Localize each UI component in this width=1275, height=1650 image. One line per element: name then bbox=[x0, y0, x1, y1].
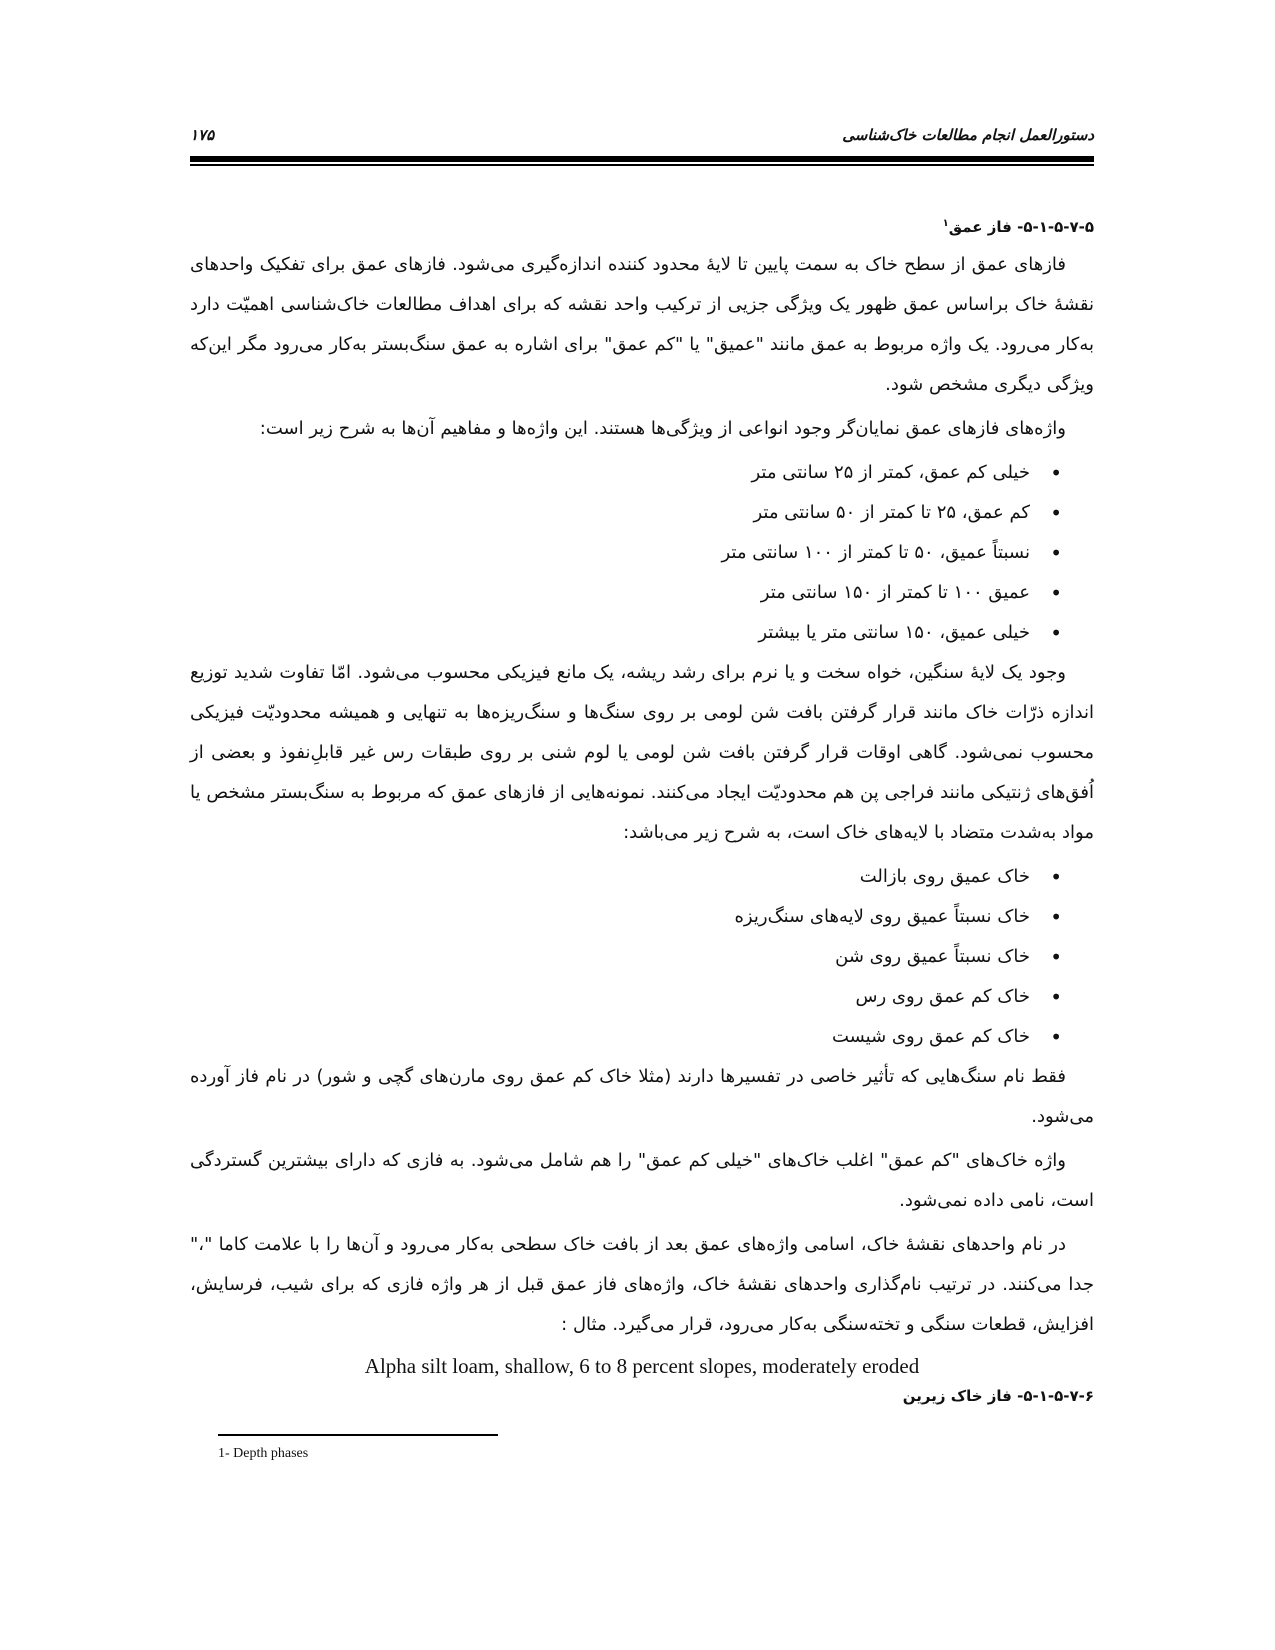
next-section-heading: ۵-۱-۵-۷-۶- فاز خاک زیرین bbox=[902, 1387, 1094, 1405]
list-item: • خیلی عمیق، ۱۵۰ سانتی متر یا بیشتر bbox=[190, 613, 1062, 653]
section-heading-text: ۵-۱-۵-۷-۵- فاز عمق bbox=[948, 218, 1094, 236]
header-rule-thick bbox=[190, 156, 1094, 162]
paragraph: واژه‌های فازهای عمق نمایان‌گر وجود انواعی از ویژگی‌ها هستند. این واژه‌ها و مفاهیم آن‌ها به شرح زیر است: bbox=[259, 418, 1066, 439]
paragraph: در نام واحدهای نقشۀ خاک، اسامی واژه‌های عمق بعد از بافت خاک سطحی به‌کار می‌رود و آن‌ها را با علامت کاما "،" جدا می‌کنند. در ترتیب نام‌گذاری واحدهای نقشۀ خاک، واژه‌های فاز عمق قبل از هر واژه فازی که برای شیب، فرسایش، افزایش، قطعات سنگی و تخته‌سنگی به‌کار می‌رود، قرار می‌گیرد. مثال : bbox=[190, 1234, 1094, 1335]
example-latin: Alpha silt loam, shallow, 6 to 8 percent slopes, moderately eroded bbox=[364, 1354, 920, 1378]
list-item: • نسبتاً عمیق، ۵۰ تا کمتر از ۱۰۰ سانتی متر bbox=[190, 533, 1062, 573]
footnote-rule bbox=[218, 1434, 498, 1436]
paragraph: فازهای عمق از سطح خاک به سمت پایین تا لایۀ محدود کننده اندازه‌گیری می‌شود. فازهای عمق برای تفکیک واحدهای نقشۀ خاک براساس عمق ظهور یک ویژگی جزیی از ترکیب واحد نقشه که برای اهداف مطالعات خاک‌شناسی اهمیّت دارد به‌کار می‌رود. یک واژه مربوط به عمق مانند "عمیق" یا "کم عمق" برای اشاره به عمق سنگ‌بستر به‌کار می‌رود مگر این‌که ویژگی دیگری مشخص شود. bbox=[190, 254, 1094, 395]
list-item: • خیلی کم عمق، کمتر از ۲۵ سانتی متر bbox=[190, 453, 1062, 493]
paragraph: وجود یک لایۀ سنگین، خواه سخت و یا نرم برای رشد ریشه، یک مانع فیزیکی محسوب می‌شود. امّا تفاوت شدید توزیع اندازه ذرّات خاک مانند قرار گرفتن بافت شن لومی بر روی سنگ‌ها و سنگ‌ریزه‌ها به تنهایی و همیشه محدودیّت فیزیکی محسوب نمی‌شود. گاهی اوقات قرار گرفتن بافت شن لومی یا لوم شنی بر روی طبقات رس غیر قابلِ‌نفوذ و بعضی از اُفق‌های ژنتیکی مانند فراجی پن هم محدودیّت ایجاد می‌کنند. نمونه‌هایی از فازهای عمق که مربوط به سنگ‌بستر مشخص یا مواد به‌شدت متضاد با لایه‌های خاک است، به شرح زیر می‌باشد: bbox=[190, 662, 1094, 843]
list-item: • عمیق ۱۰۰ تا کمتر از ۱۵۰ سانتی متر bbox=[190, 573, 1062, 613]
paragraph: واژه خاک‌های "کم عمق" اغلب خاک‌های "خیلی کم عمق" را هم شامل می‌شود. به فازی که دارای بیشترین گستردگی است، نامی داده نمی‌شود. bbox=[190, 1150, 1094, 1211]
footnote-marker: ۱ bbox=[942, 218, 949, 229]
page-body bbox=[190, 208, 1094, 1409]
list-item: • خاک کم عمق روی رس bbox=[190, 977, 1062, 1017]
list-item: • خاک نسبتاً عمیق روی شن bbox=[190, 937, 1062, 977]
examples-list bbox=[190, 857, 1094, 1057]
list-item: • کم عمق، ۲۵ تا کمتر از ۵۰ سانتی متر bbox=[190, 493, 1062, 533]
paragraph: فقط نام سنگ‌هایی که تأثیر خاصی در تفسیرها دارند (مثلا خاک کم عمق روی مارن‌های گچی و شور) در نام فاز آورده می‌شود. bbox=[190, 1066, 1094, 1127]
page-number: ۱۷۵ bbox=[190, 126, 215, 144]
header-rule-thin bbox=[190, 164, 1094, 166]
running-title: دستورالعمل انجام مطالعات خاک‌شناسی bbox=[842, 126, 1094, 144]
list-item: • خاک کم عمق روی شیست bbox=[190, 1017, 1062, 1057]
page-header bbox=[190, 118, 1094, 158]
list-item: • خاک عمیق روی بازالت bbox=[190, 857, 1062, 897]
list-item: • خاک نسبتاً عمیق روی لایه‌های سنگ‌ریزه bbox=[190, 897, 1062, 937]
footnote: 1- Depth phases bbox=[218, 1446, 309, 1461]
section-heading bbox=[190, 208, 1094, 243]
depth-classes-list bbox=[190, 453, 1094, 653]
